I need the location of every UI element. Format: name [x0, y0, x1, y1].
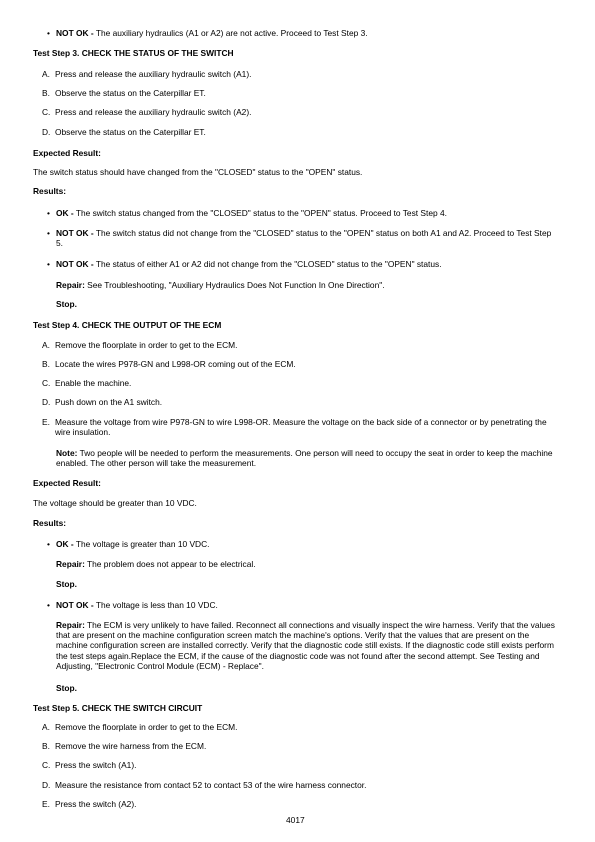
repair-note — [56, 559, 256, 569]
item-letter: E. — [42, 417, 50, 427]
item-letter: B. — [42, 88, 50, 98]
list-item — [42, 359, 296, 369]
repair-note — [56, 620, 562, 671]
item-text: Press the switch (A2). — [55, 799, 137, 809]
item-text: Measure the resistance from contact 52 to contact 53 of the wire harness connector. — [55, 780, 367, 790]
stop-label: Stop. — [56, 299, 77, 309]
note-lead: Note: — [56, 448, 78, 458]
item-text: Push down on the A1 switch. — [55, 397, 163, 407]
item-text: Measure the voltage from wire P978-GN to wire L998-OR. Measure the voltage on the back side of a connector or by penetrating the wire insulation. — [55, 417, 547, 438]
list-item — [42, 340, 238, 350]
bullet-icon: • — [47, 600, 50, 610]
repair-lead: Repair: — [56, 559, 85, 569]
list-item — [47, 600, 218, 610]
result-text: The status of either A1 or A2 did not change from the "CLOSED" status to the "OPEN" status. — [93, 259, 442, 269]
list-item — [42, 799, 137, 809]
result-text: The switch status changed from the "CLOSED" status to the "OPEN" status. Proceed to Test Step 4. — [73, 208, 447, 218]
result-text: The switch status did not change from the "CLOSED" status to the "OPEN" status on both A1 and A2. Proceed to Test Step 5. — [56, 228, 552, 249]
list-item — [42, 397, 163, 407]
expected-heading: Expected Result: — [33, 478, 101, 488]
repair-lead: Repair: — [56, 280, 85, 290]
list-item — [42, 722, 238, 732]
result-text: The auxiliary hydraulics (A1 or A2) are not active. Proceed to Test Step 3. — [93, 28, 368, 38]
list-item — [42, 69, 252, 79]
list-item — [42, 127, 206, 137]
expected-heading: Expected Result: — [33, 148, 101, 158]
item-letter: C. — [42, 378, 51, 388]
item-text: Enable the machine. — [55, 378, 132, 388]
result-lead: NOT OK - — [56, 228, 94, 238]
list-item — [47, 228, 552, 248]
item-letter: A. — [42, 340, 50, 350]
bullet-icon: • — [47, 539, 50, 549]
repair-note — [56, 280, 385, 290]
repair-text: The problem does not appear to be electrical. — [84, 559, 256, 569]
result-lead: OK - — [56, 208, 74, 218]
list-item — [42, 107, 252, 117]
result-lead: NOT OK - — [56, 28, 94, 38]
result-lead: NOT OK - — [56, 259, 94, 269]
results-heading: Results: — [33, 186, 67, 196]
list-item — [42, 417, 557, 437]
bullet-icon: • — [47, 228, 50, 238]
item-text: Remove the wire harness from the ECM. — [55, 741, 207, 751]
section-heading: Test Step 5. CHECK THE SWITCH CIRCUIT — [33, 703, 203, 713]
item-text: Press the switch (A1). — [55, 760, 137, 770]
item-letter: B. — [42, 741, 50, 751]
item-letter: C. — [42, 107, 51, 117]
list-item — [42, 88, 206, 98]
item-letter: D. — [42, 127, 51, 137]
stop-label: Stop. — [56, 579, 77, 589]
section-heading: Test Step 3. CHECK THE STATUS OF THE SWITCH — [33, 48, 234, 58]
repair-lead: Repair: — [56, 620, 85, 630]
bullet-icon: • — [47, 28, 50, 38]
item-text: Observe the status on the Caterpillar ET. — [55, 127, 206, 137]
list-item — [42, 780, 367, 790]
expected-text: The voltage should be greater than 10 VDC. — [33, 498, 197, 508]
item-letter: A. — [42, 722, 50, 732]
item-text: Observe the status on the Caterpillar ET. — [55, 88, 206, 98]
item-text: Locate the wires P978-GN and L998-OR coming out of the ECM. — [55, 359, 296, 369]
result-text: The voltage is less than 10 VDC. — [93, 600, 218, 610]
item-letter: C. — [42, 760, 51, 770]
list-item — [47, 208, 447, 218]
result-lead: NOT OK - — [56, 600, 94, 610]
page-number: 4017 — [286, 815, 305, 825]
item-text: Press and release the auxiliary hydraulic switch (A1). — [55, 69, 252, 79]
result-text: The voltage is greater than 10 VDC. — [73, 539, 210, 549]
section-heading: Test Step 4. CHECK THE OUTPUT OF THE ECM — [33, 320, 222, 330]
item-text: Press and release the auxiliary hydraulic switch (A2). — [55, 107, 252, 117]
note — [56, 448, 560, 468]
list-item — [42, 378, 132, 388]
note-text: Two people will be needed to perform the measurements. One person will need to occupy the seat in order to keep the machine enabled. The other person will take the measurement. — [56, 448, 553, 469]
item-text: Remove the floorplate in order to get to the ECM. — [55, 722, 238, 732]
stop-label: Stop. — [56, 683, 77, 693]
repair-text: See Troubleshooting, "Auxiliary Hydraulics Does Not Function In One Direction". — [84, 280, 385, 290]
item-text: Remove the floorplate in order to get to the ECM. — [55, 340, 238, 350]
item-letter: A. — [42, 69, 50, 79]
item-letter: D. — [42, 397, 51, 407]
list-item — [42, 741, 207, 751]
repair-text: The ECM is very unlikely to have failed. Reconnect all connections and visually inspect the wire harness. Verify that the values that are present on the machine configuration screen match the machine's options. Verify that the values that are present on the machine configuration screen are installed correctly. Verify that the diagnostic code still exists. If the diagnostic code still exists perform the test steps again.Replace the ECM, if the cause of the diagnostic code was not found after the second attempt. See Testing and Adjusting, "Electronic Control Module (ECM) - Replace". — [56, 620, 555, 671]
item-letter: D. — [42, 780, 51, 790]
list-item — [47, 539, 209, 549]
item-letter: E. — [42, 799, 50, 809]
bullet-icon: • — [47, 259, 50, 269]
list-item — [47, 28, 368, 38]
list-item — [42, 760, 137, 770]
expected-text: The switch status should have changed from the "CLOSED" status to the "OPEN" status. — [33, 167, 363, 177]
result-lead: OK - — [56, 539, 74, 549]
list-item — [47, 259, 442, 269]
results-heading: Results: — [33, 518, 67, 528]
bullet-icon: • — [47, 208, 50, 218]
item-letter: B. — [42, 359, 50, 369]
